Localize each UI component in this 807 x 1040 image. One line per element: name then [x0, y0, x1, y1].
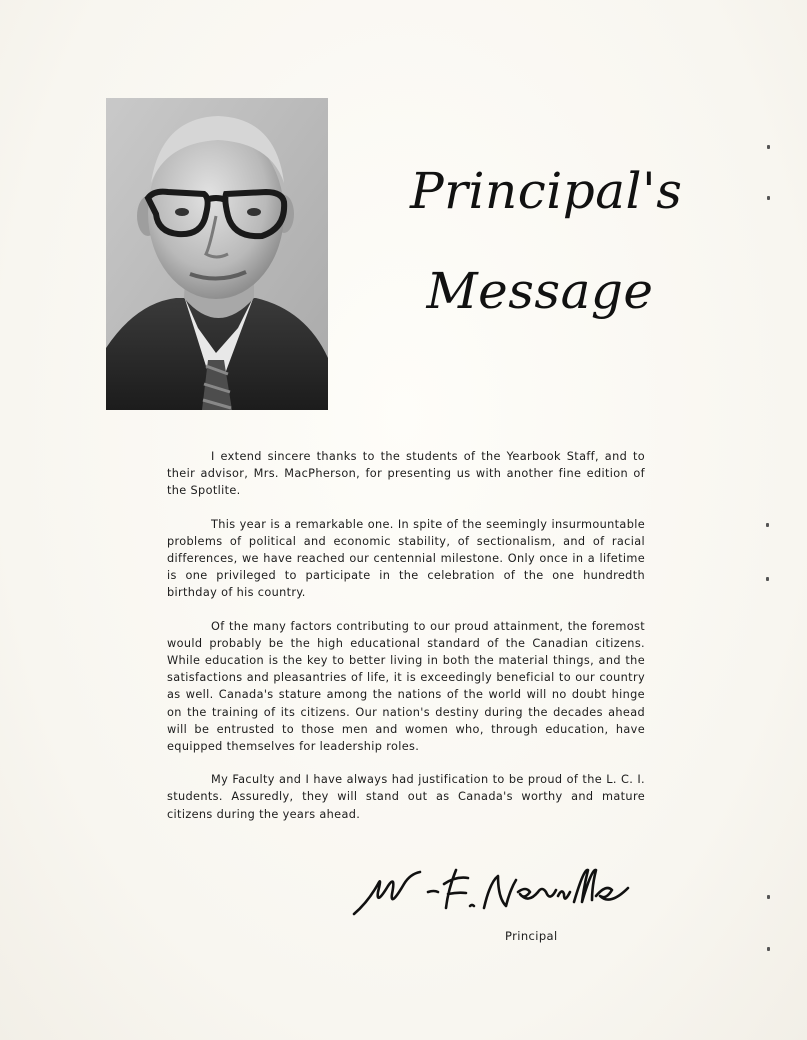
- binder-mark: [767, 947, 770, 951]
- signature-role: Principal: [505, 929, 558, 943]
- binder-mark: [767, 895, 770, 899]
- principal-portrait: [106, 98, 328, 410]
- message-body: [167, 448, 645, 839]
- message-paragraph: This year is a remarkable one. In spite of the seemingly insurmountable problems of political and economic stability, of sectionalism, and of racial differences, we have reached our centennial milestone. Only once in a lifetime is one privileged to participate in the celebration of the one hundredth birthday of his country.: [167, 517, 645, 600]
- title-line-1: Principal's: [410, 162, 683, 220]
- binder-mark: [767, 145, 770, 149]
- message-paragraph: Of the many factors contributing to our proud attainment, the foremost would probably be the high educational standard of the Canadian citizens. While education is the key to better living in both the material things, and the satisfactions and pleasantries of life, it is exceedingly beneficial to our country as well. Canada's stature among the nations of the world will no doubt hinge on the training of its citizens. Our nation's destiny during the decades ahead will be entrusted to those men and women who, through education, have equipped themselves for leadership roles.: [167, 619, 645, 754]
- message-paragraph: I extend sincere thanks to the students of the Yearbook Staff, and to their advisor, Mrs. MacPherson, for presenting us with another fine edition of the Spotlite.: [167, 450, 645, 498]
- title-line-2: Message: [426, 262, 654, 320]
- binder-mark: [767, 196, 770, 200]
- binder-mark: [766, 523, 769, 527]
- message-paragraph: My Faculty and I have always had justification to be proud of the L. C. I. students. Assuredly, they will stand out as Canada's worthy and mature citizens during the years ahead.: [167, 773, 645, 821]
- binder-mark: [766, 577, 769, 581]
- handwritten-signature: [348, 862, 638, 922]
